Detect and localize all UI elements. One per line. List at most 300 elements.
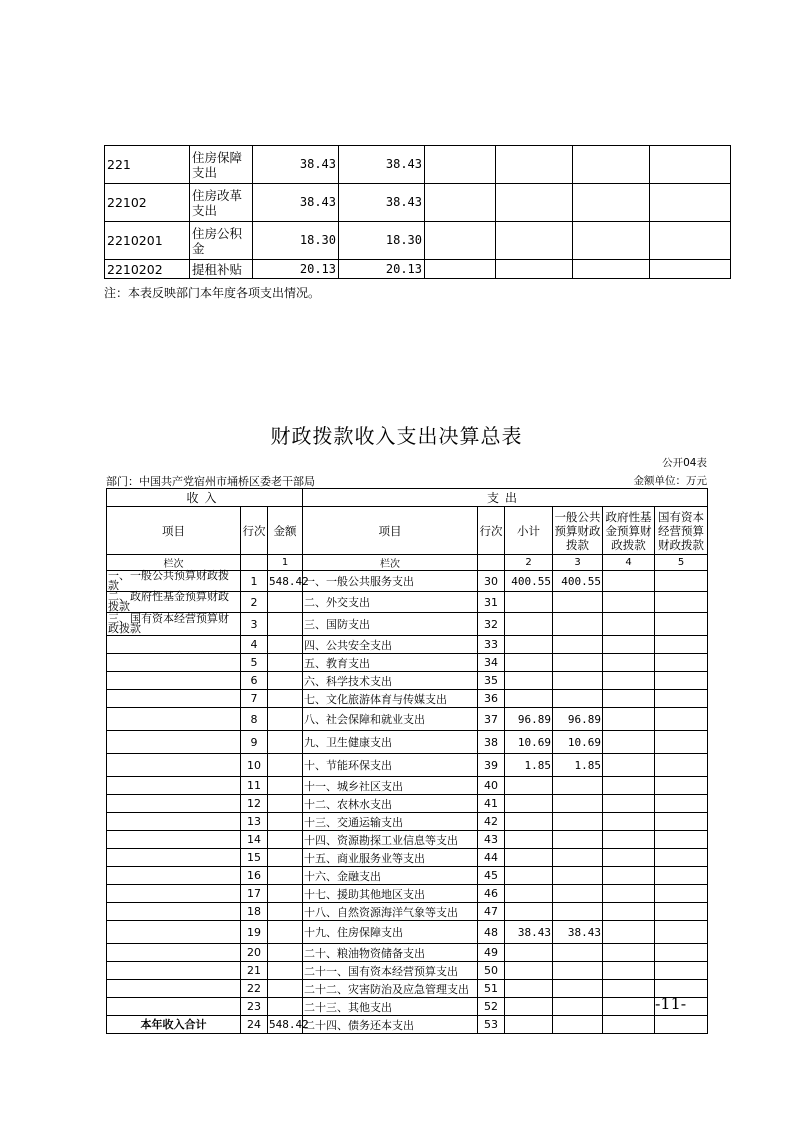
expense-item-cell: 二十、粮油物资储备支出 xyxy=(303,944,478,962)
expense-subtotal-cell xyxy=(505,831,553,849)
table-note: 注：本表反映部门本年度各项支出情况。 xyxy=(104,286,321,300)
income-item-cell xyxy=(107,813,241,831)
gov-fund-cell xyxy=(603,690,655,708)
expense-row-no-cell: 39 xyxy=(478,754,505,777)
expense-item-cell: 十六、金融支出 xyxy=(303,867,478,885)
income-row-no-cell: 5 xyxy=(241,654,268,672)
gov-fund-cell xyxy=(603,813,655,831)
expense-row-no-cell: 30 xyxy=(478,571,505,592)
total-amount-cell: 18.30 xyxy=(253,222,339,260)
expense-row-no-cell: 53 xyxy=(478,1016,505,1034)
table-row xyxy=(105,222,731,260)
expense-item-cell: 二十四、债务还本支出 xyxy=(303,1016,478,1034)
general-budget-cell xyxy=(553,1016,603,1034)
col-header-gov-fund: 政府性基金预算财政拨款 xyxy=(603,507,655,555)
expense-detail-table-continuation xyxy=(104,145,731,279)
blank-cell xyxy=(496,184,573,222)
expense-item-cell: 三、国防支出 xyxy=(303,613,478,636)
basic-expense-cell: 38.43 xyxy=(339,146,425,184)
account-name-cell: 住房改革支出 xyxy=(190,184,253,222)
income-amount-cell xyxy=(268,795,303,813)
gov-fund-cell xyxy=(603,944,655,962)
income-row-no-cell: 1 xyxy=(241,571,268,592)
account-name-cell: 住房公积金 xyxy=(190,222,253,260)
table-row xyxy=(107,980,708,998)
income-row-no-cell: 19 xyxy=(241,921,268,944)
col-header-income-item: 项目 xyxy=(107,507,241,555)
income-amount-cell xyxy=(268,690,303,708)
blank-cell xyxy=(496,222,573,260)
table-row xyxy=(107,731,708,754)
general-budget-cell xyxy=(553,813,603,831)
gov-fund-cell xyxy=(603,571,655,592)
table-row xyxy=(107,849,708,867)
state-capital-cell xyxy=(655,795,708,813)
account-name-cell: 住房保障支出 xyxy=(190,146,253,184)
blank-cell xyxy=(573,222,650,260)
basic-expense-cell: 20.13 xyxy=(339,260,425,279)
state-capital-cell xyxy=(655,813,708,831)
expense-subtotal-cell xyxy=(505,1016,553,1034)
blank-cell xyxy=(496,260,573,279)
income-amount-cell xyxy=(268,885,303,903)
table-row xyxy=(107,613,708,636)
income-amount-cell xyxy=(268,672,303,690)
income-section-header: 收入 xyxy=(107,489,303,507)
general-budget-cell xyxy=(553,613,603,636)
index-col-2: 2 xyxy=(505,555,553,571)
expense-row-no-cell: 40 xyxy=(478,777,505,795)
expense-row-no-cell: 34 xyxy=(478,654,505,672)
expense-item-cell: 十、节能环保支出 xyxy=(303,754,478,777)
income-row-no-cell: 13 xyxy=(241,813,268,831)
table-row xyxy=(107,777,708,795)
gov-fund-cell xyxy=(603,708,655,731)
income-amount-cell xyxy=(268,980,303,998)
account-code-cell: 2210201 xyxy=(105,222,190,260)
income-amount-cell xyxy=(268,777,303,795)
expense-subtotal-cell xyxy=(505,777,553,795)
account-code-cell: 22102 xyxy=(105,184,190,222)
general-budget-cell: 1.85 xyxy=(553,754,603,777)
expense-subtotal-cell: 10.69 xyxy=(505,731,553,754)
table-row xyxy=(105,184,731,222)
general-budget-cell xyxy=(553,998,603,1016)
col-header-general-budget: 一般公共预算财政拨款 xyxy=(553,507,603,555)
income-row-no-cell: 24 xyxy=(241,1016,268,1034)
general-budget-cell xyxy=(553,672,603,690)
general-budget-cell xyxy=(553,690,603,708)
state-capital-cell xyxy=(655,903,708,921)
income-amount-cell xyxy=(268,754,303,777)
col-header-income-row-no: 行次 xyxy=(241,507,268,555)
income-amount-cell xyxy=(268,849,303,867)
table-row xyxy=(107,831,708,849)
expense-row-no-cell: 36 xyxy=(478,690,505,708)
total-amount-cell: 38.43 xyxy=(253,184,339,222)
income-row-no-cell: 8 xyxy=(241,708,268,731)
gov-fund-cell xyxy=(603,795,655,813)
expense-subtotal-cell xyxy=(505,849,553,867)
state-capital-cell xyxy=(655,754,708,777)
income-row-no-cell: 12 xyxy=(241,795,268,813)
expense-item-cell: 二十二、灾害防治及应急管理支出 xyxy=(303,980,478,998)
fiscal-appropriation-summary-table xyxy=(106,488,708,1034)
state-capital-cell xyxy=(655,1016,708,1034)
expense-item-cell: 五、教育支出 xyxy=(303,654,478,672)
table-row xyxy=(107,654,708,672)
basic-expense-cell: 38.43 xyxy=(339,184,425,222)
expense-item-cell: 十八、自然资源海洋气象等支出 xyxy=(303,903,478,921)
general-budget-cell xyxy=(553,849,603,867)
gov-fund-cell xyxy=(603,885,655,903)
state-capital-cell xyxy=(655,885,708,903)
expense-row-no-cell: 37 xyxy=(478,708,505,731)
gov-fund-cell xyxy=(603,592,655,613)
general-budget-cell xyxy=(553,962,603,980)
gov-fund-cell xyxy=(603,903,655,921)
blank-cell xyxy=(650,184,731,222)
blank-cell xyxy=(573,146,650,184)
income-row-no-cell: 7 xyxy=(241,690,268,708)
blank-cell xyxy=(425,184,496,222)
amount-unit-label: 金额单位：万元 xyxy=(633,475,707,487)
income-amount-cell xyxy=(268,654,303,672)
expense-row-no-cell: 31 xyxy=(478,592,505,613)
table-row xyxy=(107,708,708,731)
expense-item-cell: 二十一、国有资本经营预算支出 xyxy=(303,962,478,980)
income-item-cell xyxy=(107,731,241,754)
expense-subtotal-cell xyxy=(505,998,553,1016)
expense-item-cell: 六、科学技术支出 xyxy=(303,672,478,690)
income-item-cell xyxy=(107,795,241,813)
gov-fund-cell xyxy=(603,980,655,998)
col-header-amount: 金额 xyxy=(268,507,303,555)
income-amount-cell xyxy=(268,944,303,962)
income-row-no-cell: 23 xyxy=(241,998,268,1016)
basic-expense-cell: 18.30 xyxy=(339,222,425,260)
expense-subtotal-cell xyxy=(505,944,553,962)
income-item-cell xyxy=(107,849,241,867)
general-budget-cell xyxy=(553,885,603,903)
department-label: 部门：中国共产党宿州市埇桥区委老干部局 xyxy=(106,475,315,488)
state-capital-cell xyxy=(655,708,708,731)
gov-fund-cell xyxy=(603,672,655,690)
expense-row-no-cell: 52 xyxy=(478,998,505,1016)
table-row xyxy=(107,962,708,980)
income-item-cell xyxy=(107,672,241,690)
income-item-cell xyxy=(107,777,241,795)
general-budget-cell xyxy=(553,777,603,795)
state-capital-cell xyxy=(655,592,708,613)
page-number: -11- xyxy=(655,994,687,1013)
state-capital-cell xyxy=(655,672,708,690)
state-capital-cell xyxy=(655,613,708,636)
general-budget-cell xyxy=(553,867,603,885)
income-item-cell xyxy=(107,921,241,944)
income-row-no-cell: 16 xyxy=(241,867,268,885)
table-row xyxy=(107,636,708,654)
col-header-state-capital: 国有资本经营预算财政拨款 xyxy=(655,507,708,555)
gov-fund-cell xyxy=(603,1016,655,1034)
expense-row-no-cell: 49 xyxy=(478,944,505,962)
col-header-expense-row-no: 行次 xyxy=(478,507,505,555)
table-row xyxy=(107,672,708,690)
general-budget-cell xyxy=(553,592,603,613)
expense-row-no-cell: 42 xyxy=(478,813,505,831)
income-row-no-cell: 10 xyxy=(241,754,268,777)
table-row xyxy=(107,903,708,921)
expense-subtotal-cell xyxy=(505,654,553,672)
account-code-cell: 221 xyxy=(105,146,190,184)
blank-cell xyxy=(650,146,731,184)
index-col-3: 3 xyxy=(553,555,603,571)
account-name-cell: 提租补贴 xyxy=(190,260,253,279)
income-item-cell xyxy=(107,708,241,731)
table-row xyxy=(105,146,731,184)
general-budget-cell xyxy=(553,980,603,998)
income-amount-cell xyxy=(268,998,303,1016)
expense-item-cell: 十四、资源勘探工业信息等支出 xyxy=(303,831,478,849)
income-row-no-cell: 2 xyxy=(241,592,268,613)
col-header-subtotal: 小计 xyxy=(505,507,553,555)
income-item-cell xyxy=(107,944,241,962)
gov-fund-cell xyxy=(603,636,655,654)
gov-fund-cell xyxy=(603,849,655,867)
gov-fund-cell xyxy=(603,831,655,849)
table-row xyxy=(107,867,708,885)
income-amount-cell xyxy=(268,708,303,731)
income-row-no-cell: 18 xyxy=(241,903,268,921)
income-item-cell xyxy=(107,998,241,1016)
expense-row-no-cell: 48 xyxy=(478,921,505,944)
state-capital-cell xyxy=(655,636,708,654)
state-capital-cell xyxy=(655,654,708,672)
table-row xyxy=(107,592,708,613)
gov-fund-cell xyxy=(603,754,655,777)
page-title: 财政拨款收入支出决算总表 xyxy=(270,424,523,448)
state-capital-cell xyxy=(655,921,708,944)
index-col-1: 1 xyxy=(268,555,303,571)
income-amount-cell xyxy=(268,636,303,654)
expense-item-cell: 十五、商业服务业等支出 xyxy=(303,849,478,867)
state-capital-cell xyxy=(655,731,708,754)
state-capital-cell xyxy=(655,849,708,867)
state-capital-cell xyxy=(655,867,708,885)
expense-subtotal-cell xyxy=(505,903,553,921)
state-capital-cell xyxy=(655,777,708,795)
blank-cell xyxy=(650,222,731,260)
income-row-no-cell: 15 xyxy=(241,849,268,867)
expense-row-no-cell: 38 xyxy=(478,731,505,754)
expense-row-no-cell: 43 xyxy=(478,831,505,849)
table-row xyxy=(107,690,708,708)
gov-fund-cell xyxy=(603,777,655,795)
expense-subtotal-cell xyxy=(505,672,553,690)
gov-fund-cell xyxy=(603,998,655,1016)
income-amount-cell xyxy=(268,813,303,831)
state-capital-cell xyxy=(655,571,708,592)
income-row-no-cell: 3 xyxy=(241,613,268,636)
table-row xyxy=(107,795,708,813)
income-amount-cell xyxy=(268,962,303,980)
income-item-cell: 二、政府性基金预算财政拨款 xyxy=(107,592,241,613)
income-row-no-cell: 17 xyxy=(241,885,268,903)
general-budget-cell xyxy=(553,636,603,654)
income-row-no-cell: 11 xyxy=(241,777,268,795)
income-item-cell: 本年收入合计 xyxy=(107,1016,241,1034)
income-amount-cell xyxy=(268,592,303,613)
table-row xyxy=(107,885,708,903)
expense-row-no-cell: 45 xyxy=(478,867,505,885)
income-amount-cell: 548.42 xyxy=(268,571,303,592)
expense-item-cell: 七、文化旅游体育与传媒支出 xyxy=(303,690,478,708)
state-capital-cell xyxy=(655,690,708,708)
income-row-no-cell: 20 xyxy=(241,944,268,962)
expense-row-no-cell: 35 xyxy=(478,672,505,690)
form-number: 公开04表 xyxy=(662,457,707,469)
state-capital-cell xyxy=(655,944,708,962)
blank-cell xyxy=(425,222,496,260)
expense-row-no-cell: 33 xyxy=(478,636,505,654)
table-row xyxy=(107,754,708,777)
general-budget-cell: 38.43 xyxy=(553,921,603,944)
income-amount-cell xyxy=(268,867,303,885)
table-row xyxy=(107,944,708,962)
total-amount-cell: 20.13 xyxy=(253,260,339,279)
table-row xyxy=(107,998,708,1016)
gov-fund-cell xyxy=(603,731,655,754)
expense-subtotal-cell: 1.85 xyxy=(505,754,553,777)
expense-row-no-cell: 46 xyxy=(478,885,505,903)
income-amount-cell xyxy=(268,731,303,754)
expense-subtotal-cell xyxy=(505,980,553,998)
general-budget-cell xyxy=(553,944,603,962)
general-budget-cell xyxy=(553,654,603,672)
expense-subtotal-cell xyxy=(505,636,553,654)
income-item-cell: 一、一般公共预算财政拨款 xyxy=(107,571,241,592)
expense-item-cell: 十七、援助其他地区支出 xyxy=(303,885,478,903)
income-item-cell xyxy=(107,885,241,903)
general-budget-cell: 400.55 xyxy=(553,571,603,592)
general-budget-cell xyxy=(553,795,603,813)
expense-item-cell: 八、社会保障和就业支出 xyxy=(303,708,478,731)
income-amount-cell xyxy=(268,613,303,636)
expense-item-cell: 十一、城乡社区支出 xyxy=(303,777,478,795)
state-capital-cell xyxy=(655,962,708,980)
gov-fund-cell xyxy=(603,867,655,885)
gov-fund-cell xyxy=(603,962,655,980)
account-code-cell: 2210202 xyxy=(105,260,190,279)
expense-item-cell: 十二、农林水支出 xyxy=(303,795,478,813)
expense-subtotal-cell xyxy=(505,885,553,903)
income-amount-cell: 548.42 xyxy=(268,1016,303,1034)
income-item-cell xyxy=(107,754,241,777)
table-row xyxy=(107,921,708,944)
gov-fund-cell xyxy=(603,921,655,944)
income-row-no-cell: 22 xyxy=(241,980,268,998)
expense-item-cell: 二十三、其他支出 xyxy=(303,998,478,1016)
expense-section-header: 支出 xyxy=(303,489,708,507)
expense-subtotal-cell xyxy=(505,813,553,831)
blank-cell xyxy=(425,260,496,279)
expense-row-no-cell: 47 xyxy=(478,903,505,921)
general-budget-cell xyxy=(553,831,603,849)
index-row-label-expense: 栏次 xyxy=(303,555,478,571)
income-item-cell xyxy=(107,867,241,885)
income-amount-cell xyxy=(268,921,303,944)
total-amount-cell: 38.43 xyxy=(253,146,339,184)
expense-subtotal-cell: 38.43 xyxy=(505,921,553,944)
expense-row-no-cell: 50 xyxy=(478,962,505,980)
income-item-cell xyxy=(107,962,241,980)
expense-subtotal-cell xyxy=(505,613,553,636)
gov-fund-cell xyxy=(603,613,655,636)
general-budget-cell: 96.89 xyxy=(553,708,603,731)
expense-item-cell: 一、一般公共服务支出 xyxy=(303,571,478,592)
income-amount-cell xyxy=(268,831,303,849)
state-capital-cell xyxy=(655,831,708,849)
expense-subtotal-cell xyxy=(505,690,553,708)
table-row xyxy=(107,1016,708,1034)
blank-cell xyxy=(650,260,731,279)
expense-subtotal-cell: 96.89 xyxy=(505,708,553,731)
blank-cell xyxy=(573,184,650,222)
income-row-no-cell: 4 xyxy=(241,636,268,654)
index-row-blank-expense xyxy=(478,555,505,571)
expense-subtotal-cell: 400.55 xyxy=(505,571,553,592)
gov-fund-cell xyxy=(603,654,655,672)
income-item-cell xyxy=(107,831,241,849)
col-header-expense-item: 项目 xyxy=(303,507,478,555)
table-row xyxy=(107,571,708,592)
income-item-cell xyxy=(107,654,241,672)
expense-item-cell: 十九、住房保障支出 xyxy=(303,921,478,944)
income-item-cell: 三、国有资本经营预算财政拨款 xyxy=(107,613,241,636)
table-row xyxy=(105,260,731,279)
expense-subtotal-cell xyxy=(505,867,553,885)
general-budget-cell xyxy=(553,903,603,921)
expense-item-cell: 二、外交支出 xyxy=(303,592,478,613)
expense-subtotal-cell xyxy=(505,962,553,980)
income-item-cell xyxy=(107,903,241,921)
expense-row-no-cell: 51 xyxy=(478,980,505,998)
income-row-no-cell: 6 xyxy=(241,672,268,690)
expense-row-no-cell: 44 xyxy=(478,849,505,867)
index-col-5: 5 xyxy=(655,555,708,571)
expense-subtotal-cell xyxy=(505,592,553,613)
income-item-cell xyxy=(107,636,241,654)
income-item-cell xyxy=(107,690,241,708)
income-row-no-cell: 14 xyxy=(241,831,268,849)
index-col-4: 4 xyxy=(603,555,655,571)
expense-item-cell: 九、卫生健康支出 xyxy=(303,731,478,754)
expense-subtotal-cell xyxy=(505,795,553,813)
blank-cell xyxy=(496,146,573,184)
expense-row-no-cell: 41 xyxy=(478,795,505,813)
index-row-label: 栏次 xyxy=(107,555,241,571)
expense-item-cell: 四、公共安全支出 xyxy=(303,636,478,654)
income-row-no-cell: 21 xyxy=(241,962,268,980)
general-budget-cell: 10.69 xyxy=(553,731,603,754)
table-row xyxy=(107,813,708,831)
income-row-no-cell: 9 xyxy=(241,731,268,754)
index-row-blank xyxy=(241,555,268,571)
blank-cell xyxy=(425,146,496,184)
blank-cell xyxy=(573,260,650,279)
income-item-cell xyxy=(107,980,241,998)
expense-item-cell: 十三、交通运输支出 xyxy=(303,813,478,831)
